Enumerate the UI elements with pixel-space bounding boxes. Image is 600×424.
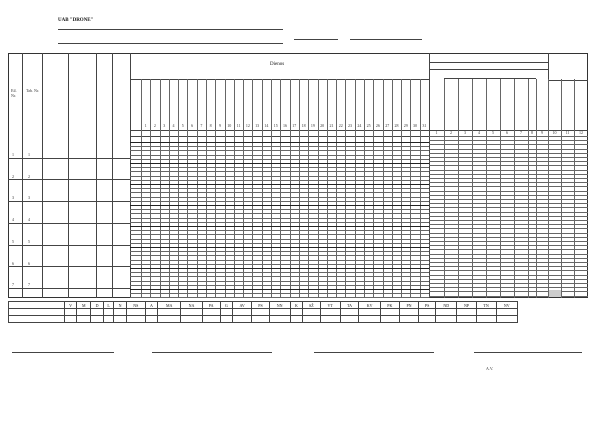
code-cell: M — [77, 302, 91, 309]
code-days-cell[interactable] — [476, 309, 496, 316]
code-days-cell[interactable] — [232, 309, 252, 316]
row-eil: 6 — [12, 260, 14, 266]
header-tab-nr: Tab. Nr. — [26, 88, 39, 93]
code-cell: L — [103, 302, 114, 309]
day-number: 10 — [227, 123, 232, 128]
code-hours-cell[interactable] — [158, 316, 181, 323]
code-hours-cell[interactable] — [252, 316, 269, 323]
code-days-cell[interactable] — [65, 309, 77, 316]
codes-label — [9, 302, 65, 309]
summary-col-number: 12 — [579, 130, 583, 135]
days-title: Dienos — [270, 62, 285, 67]
summary-col-number: 9 — [541, 130, 543, 135]
totals-shaded-cell — [549, 290, 561, 297]
code-cell: PA — [202, 302, 220, 309]
summary-col-number: 8 — [531, 130, 533, 135]
codes-table — [8, 301, 518, 323]
code-days-cell[interactable] — [158, 309, 181, 316]
day-number: 31 — [422, 123, 427, 128]
code-cell: NN — [269, 302, 290, 309]
code-days-cell[interactable] — [145, 309, 157, 316]
row-eil: 4 — [12, 217, 14, 223]
av-label: A.V. — [486, 366, 494, 371]
day-number: 16 — [282, 123, 287, 128]
row-tab: 7 — [28, 282, 30, 288]
day-number: 20 — [320, 123, 325, 128]
day-number: 29 — [403, 123, 408, 128]
day-number: 7 — [200, 123, 203, 128]
day-number: 21 — [329, 123, 334, 128]
code-days-cell[interactable] — [126, 309, 145, 316]
row-eil: 3 — [12, 195, 14, 201]
code-days-cell[interactable] — [77, 309, 91, 316]
day-number: 30 — [413, 123, 418, 128]
code-hours-cell[interactable] — [380, 316, 399, 323]
code-days-cell[interactable] — [399, 309, 418, 316]
summary-col-number: 3 — [464, 130, 466, 135]
row-tab: 6 — [28, 260, 30, 266]
summary-col-number: 2 — [450, 130, 452, 135]
code-cell: PK — [380, 302, 399, 309]
company-underline — [58, 29, 283, 30]
code-hours-cell[interactable] — [340, 316, 359, 323]
code-cell: NS — [126, 302, 145, 309]
code-hours-cell[interactable] — [419, 316, 436, 323]
code-hours-cell[interactable] — [232, 316, 252, 323]
code-days-cell[interactable] — [380, 309, 399, 316]
code-days-cell[interactable] — [114, 309, 126, 316]
row-eil: 5 — [12, 238, 14, 244]
row-tab: 5 — [28, 238, 30, 244]
day-number: 13 — [255, 123, 260, 128]
day-number: 9 — [218, 123, 221, 128]
codes-hours-label — [9, 316, 65, 323]
day-number: 14 — [264, 123, 269, 128]
code-cell: V — [65, 302, 77, 309]
row-tab: 3 — [28, 195, 30, 201]
code-days-cell[interactable] — [320, 309, 340, 316]
code-cell: N — [114, 302, 126, 309]
day-number: 15 — [273, 123, 278, 128]
code-days-cell[interactable] — [303, 309, 321, 316]
summary-col-number: 11 — [565, 130, 570, 135]
day-number: 12 — [245, 123, 250, 128]
code-cell: ND — [436, 302, 457, 309]
code-cell: NV — [496, 302, 518, 309]
day-number: 24 — [357, 123, 362, 128]
day-number: 6 — [191, 123, 194, 128]
code-cell: VT — [320, 302, 340, 309]
code-hours-cell[interactable] — [220, 316, 232, 323]
day-number: 25 — [366, 123, 371, 128]
row-eil: 2 — [12, 173, 14, 179]
day-number: 22 — [338, 123, 343, 128]
code-days-cell[interactable] — [340, 309, 359, 316]
code-days-cell[interactable] — [290, 309, 302, 316]
code-hours-cell[interactable] — [181, 316, 202, 323]
code-hours-cell[interactable] — [320, 316, 340, 323]
summary-col-number: 7 — [520, 130, 522, 135]
code-cell: PN — [399, 302, 418, 309]
day-number: 18 — [301, 123, 306, 128]
day-number: 3 — [163, 123, 166, 128]
summary-col-number: 10 — [552, 130, 557, 135]
code-days-cell[interactable] — [359, 309, 380, 316]
row-tab: 1 — [28, 152, 30, 157]
code-hours-cell[interactable] — [303, 316, 321, 323]
code-cell: PS — [252, 302, 269, 309]
code-cell: G — [220, 302, 232, 309]
code-cell: A — [145, 302, 157, 309]
code-days-cell[interactable] — [252, 309, 269, 316]
code-days-cell[interactable] — [91, 309, 103, 316]
code-hours-cell[interactable] — [290, 316, 302, 323]
code-cell: TA — [340, 302, 359, 309]
code-days-cell[interactable] — [269, 309, 290, 316]
summary-grid — [429, 79, 588, 298]
code-hours-cell[interactable] — [114, 316, 126, 323]
row-eil: 7 — [12, 282, 14, 288]
code-days-cell[interactable] — [436, 309, 457, 316]
department-line — [58, 43, 283, 44]
row-eil: 1 — [12, 152, 14, 157]
date-line-2 — [350, 39, 422, 40]
code-hours-cell[interactable] — [202, 316, 220, 323]
code-days-cell[interactable] — [103, 309, 114, 316]
day-number: 23 — [348, 123, 353, 128]
code-cell: AV — [232, 302, 252, 309]
code-cell: KV — [359, 302, 380, 309]
code-hours-cell[interactable] — [103, 316, 114, 323]
day-number: 4 — [172, 123, 175, 128]
code-days-cell[interactable] — [496, 309, 518, 316]
code-hours-cell[interactable] — [91, 316, 103, 323]
day-number: 8 — [209, 123, 212, 128]
day-number: 11 — [236, 123, 241, 128]
date-line-1 — [294, 39, 338, 40]
code-cell: MA — [158, 302, 181, 309]
day-number: 5 — [181, 123, 184, 128]
code-days-cell[interactable] — [202, 309, 220, 316]
code-cell: NP — [457, 302, 476, 309]
codes-days-label — [9, 309, 65, 316]
code-days-cell[interactable] — [220, 309, 232, 316]
code-hours-cell[interactable] — [436, 316, 457, 323]
summary-col-number: 5 — [492, 130, 494, 135]
day-number: 2 — [153, 123, 156, 128]
day-number: 26 — [375, 123, 380, 128]
code-cell: NA — [181, 302, 202, 309]
code-hours-cell[interactable] — [65, 316, 77, 323]
code-cell: K — [290, 302, 302, 309]
code-hours-cell[interactable] — [145, 316, 157, 323]
code-hours-cell[interactable] — [457, 316, 476, 323]
row-tab: 4 — [28, 217, 30, 223]
summary-col-number: 6 — [506, 130, 508, 135]
code-cell: D — [91, 302, 103, 309]
code-cell: PS — [419, 302, 436, 309]
code-hours-cell[interactable] — [399, 316, 418, 323]
code-cell: TN — [476, 302, 496, 309]
code-days-cell[interactable] — [457, 309, 476, 316]
code-days-cell[interactable] — [419, 309, 436, 316]
code-hours-cell[interactable] — [496, 316, 518, 323]
days-grid — [130, 79, 429, 298]
code-hours-cell[interactable] — [269, 316, 290, 323]
summary-col-number: 4 — [478, 130, 480, 135]
header-eil-nr: Eil. Nr. — [11, 88, 17, 98]
code-hours-cell[interactable] — [126, 316, 145, 323]
summary-col-number: 1 — [435, 130, 438, 135]
code-cell: SŽ — [303, 302, 321, 309]
row-tab: 2 — [28, 173, 30, 179]
day-number: 28 — [394, 123, 399, 128]
day-number: 1 — [144, 123, 147, 128]
company-name: UAB "DRONE" — [58, 18, 94, 23]
day-number: 19 — [310, 123, 315, 128]
code-hours-cell[interactable] — [476, 316, 496, 323]
code-hours-cell[interactable] — [359, 316, 380, 323]
code-hours-cell[interactable] — [77, 316, 91, 323]
code-days-cell[interactable] — [181, 309, 202, 316]
day-number: 17 — [292, 123, 297, 128]
day-number: 27 — [385, 123, 390, 128]
